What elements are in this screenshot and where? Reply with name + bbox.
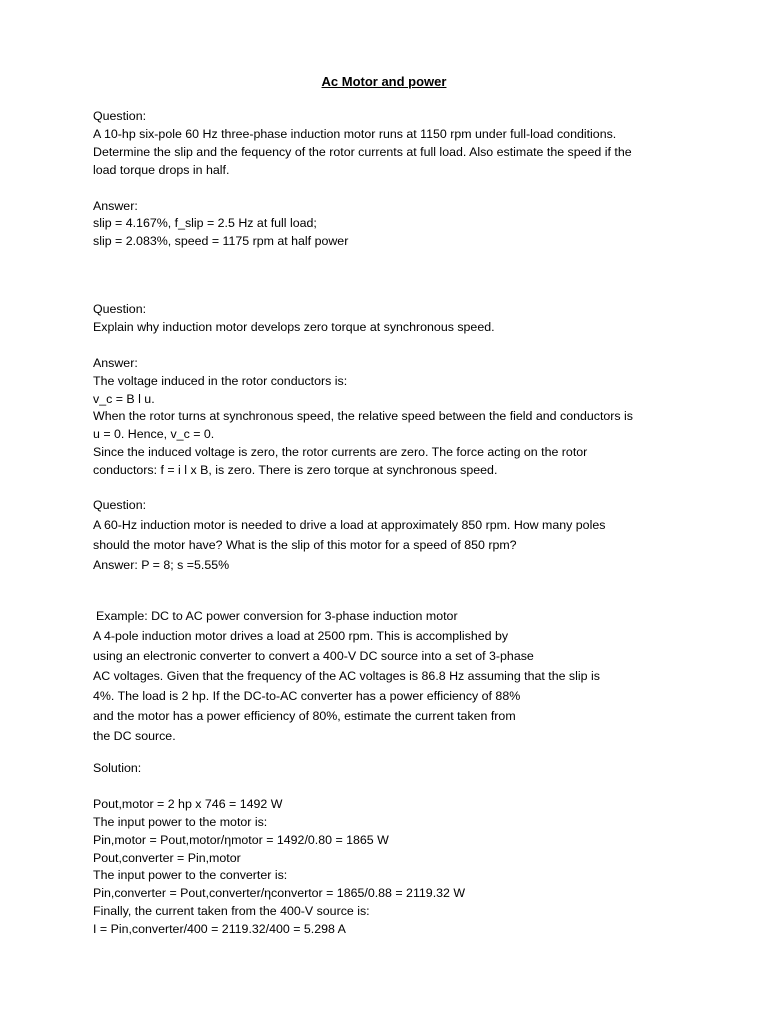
- question-line: Determine the slip and the fequency of the rotor currents at full load. Also estimate the speed if the: [93, 144, 632, 159]
- question-line: should the motor have? What is the slip of this motor for a speed of 850 rpm?: [93, 538, 517, 552]
- answer-line: v_c = B l u.: [93, 391, 155, 406]
- solution-line: I = Pin,converter/400 = 2119.32/400 = 5.298 A: [93, 922, 346, 937]
- answer-line: When the rotor turns at synchronous speed, the relative speed between the field and conductors is: [93, 409, 634, 424]
- answer-line: conductors: f = i l x B, is zero. There is zero torque at synchronous speed.: [93, 463, 498, 478]
- solution-line: Pin,motor = Pout,motor/ηmotor = 1492/0.80 = 1865 W: [93, 832, 389, 847]
- answer-line: The voltage induced in the rotor conductors is:: [93, 373, 348, 388]
- solution-line: The input power to the converter is:: [93, 868, 288, 883]
- example-line: AC voltages. Given that the frequency of the AC voltages is 86.8 Hz assuming that the slip is: [93, 669, 600, 683]
- question-label: Question:: [93, 498, 147, 512]
- answer-label: Answer:: [93, 198, 138, 213]
- question-3: [93, 495, 693, 575]
- example-line: the DC source.: [93, 729, 176, 743]
- solution-block: [93, 760, 693, 939]
- question-label: Question:: [93, 302, 147, 316]
- question-label: Question:: [93, 109, 147, 123]
- answer-line: Answer: P = 8; s =5.55%: [93, 558, 230, 572]
- solution-line: Pout,motor = 2 hp x 746 = 1492 W: [93, 796, 283, 811]
- example-line: 4%. The load is 2 hp. If the DC-to-AC converter has a power efficiency of 88%: [93, 689, 521, 703]
- question-2: [93, 301, 693, 480]
- example-line: and the motor has a power efficiency of 80%, estimate the current taken from: [93, 709, 516, 723]
- question-line: A 10-hp six-pole 60 Hz three-phase induction motor runs at 1150 rpm under full-load conditions.: [93, 126, 617, 141]
- example-block: [93, 606, 693, 746]
- question-line: Explain why induction motor develops zero torque at synchronous speed.: [93, 319, 495, 334]
- solution-label: Solution:: [93, 761, 142, 775]
- question-line: load torque drops in half.: [93, 162, 230, 177]
- solution-line: Finally, the current taken from the 400-V source is:: [93, 904, 370, 919]
- answer-line: u = 0. Hence, v_c = 0.: [93, 427, 215, 442]
- question-line: A 60-Hz induction motor is needed to drive a load at approximately 850 rpm. How many poles: [93, 518, 606, 532]
- example-line: A 4-pole induction motor drives a load at 2500 rpm. This is accomplished by: [93, 629, 509, 643]
- answer-label: Answer:: [93, 355, 138, 370]
- answer-line: slip = 2.083%, speed = 1175 rpm at half power: [93, 234, 349, 249]
- answer-line: Since the induced voltage is zero, the rotor currents are zero. The force acting on the rotor: [93, 445, 588, 460]
- example-line: using an electronic converter to convert a 400-V DC source into a set of 3-phase: [93, 649, 534, 663]
- solution-line: Pin,converter = Pout,converter/ηconvertor = 1865/0.88 = 2119.32 W: [93, 886, 466, 901]
- question-1: [93, 108, 693, 251]
- example-heading: Example: DC to AC power conversion for 3-phase induction motor: [96, 609, 458, 623]
- solution-line: Pout,converter = Pin,motor: [93, 850, 241, 865]
- page-title: Ac Motor and power: [321, 74, 447, 89]
- answer-line: slip = 4.167%, f_slip = 2.5 Hz at full load;: [93, 216, 317, 231]
- solution-line: The input power to the motor is:: [93, 814, 268, 829]
